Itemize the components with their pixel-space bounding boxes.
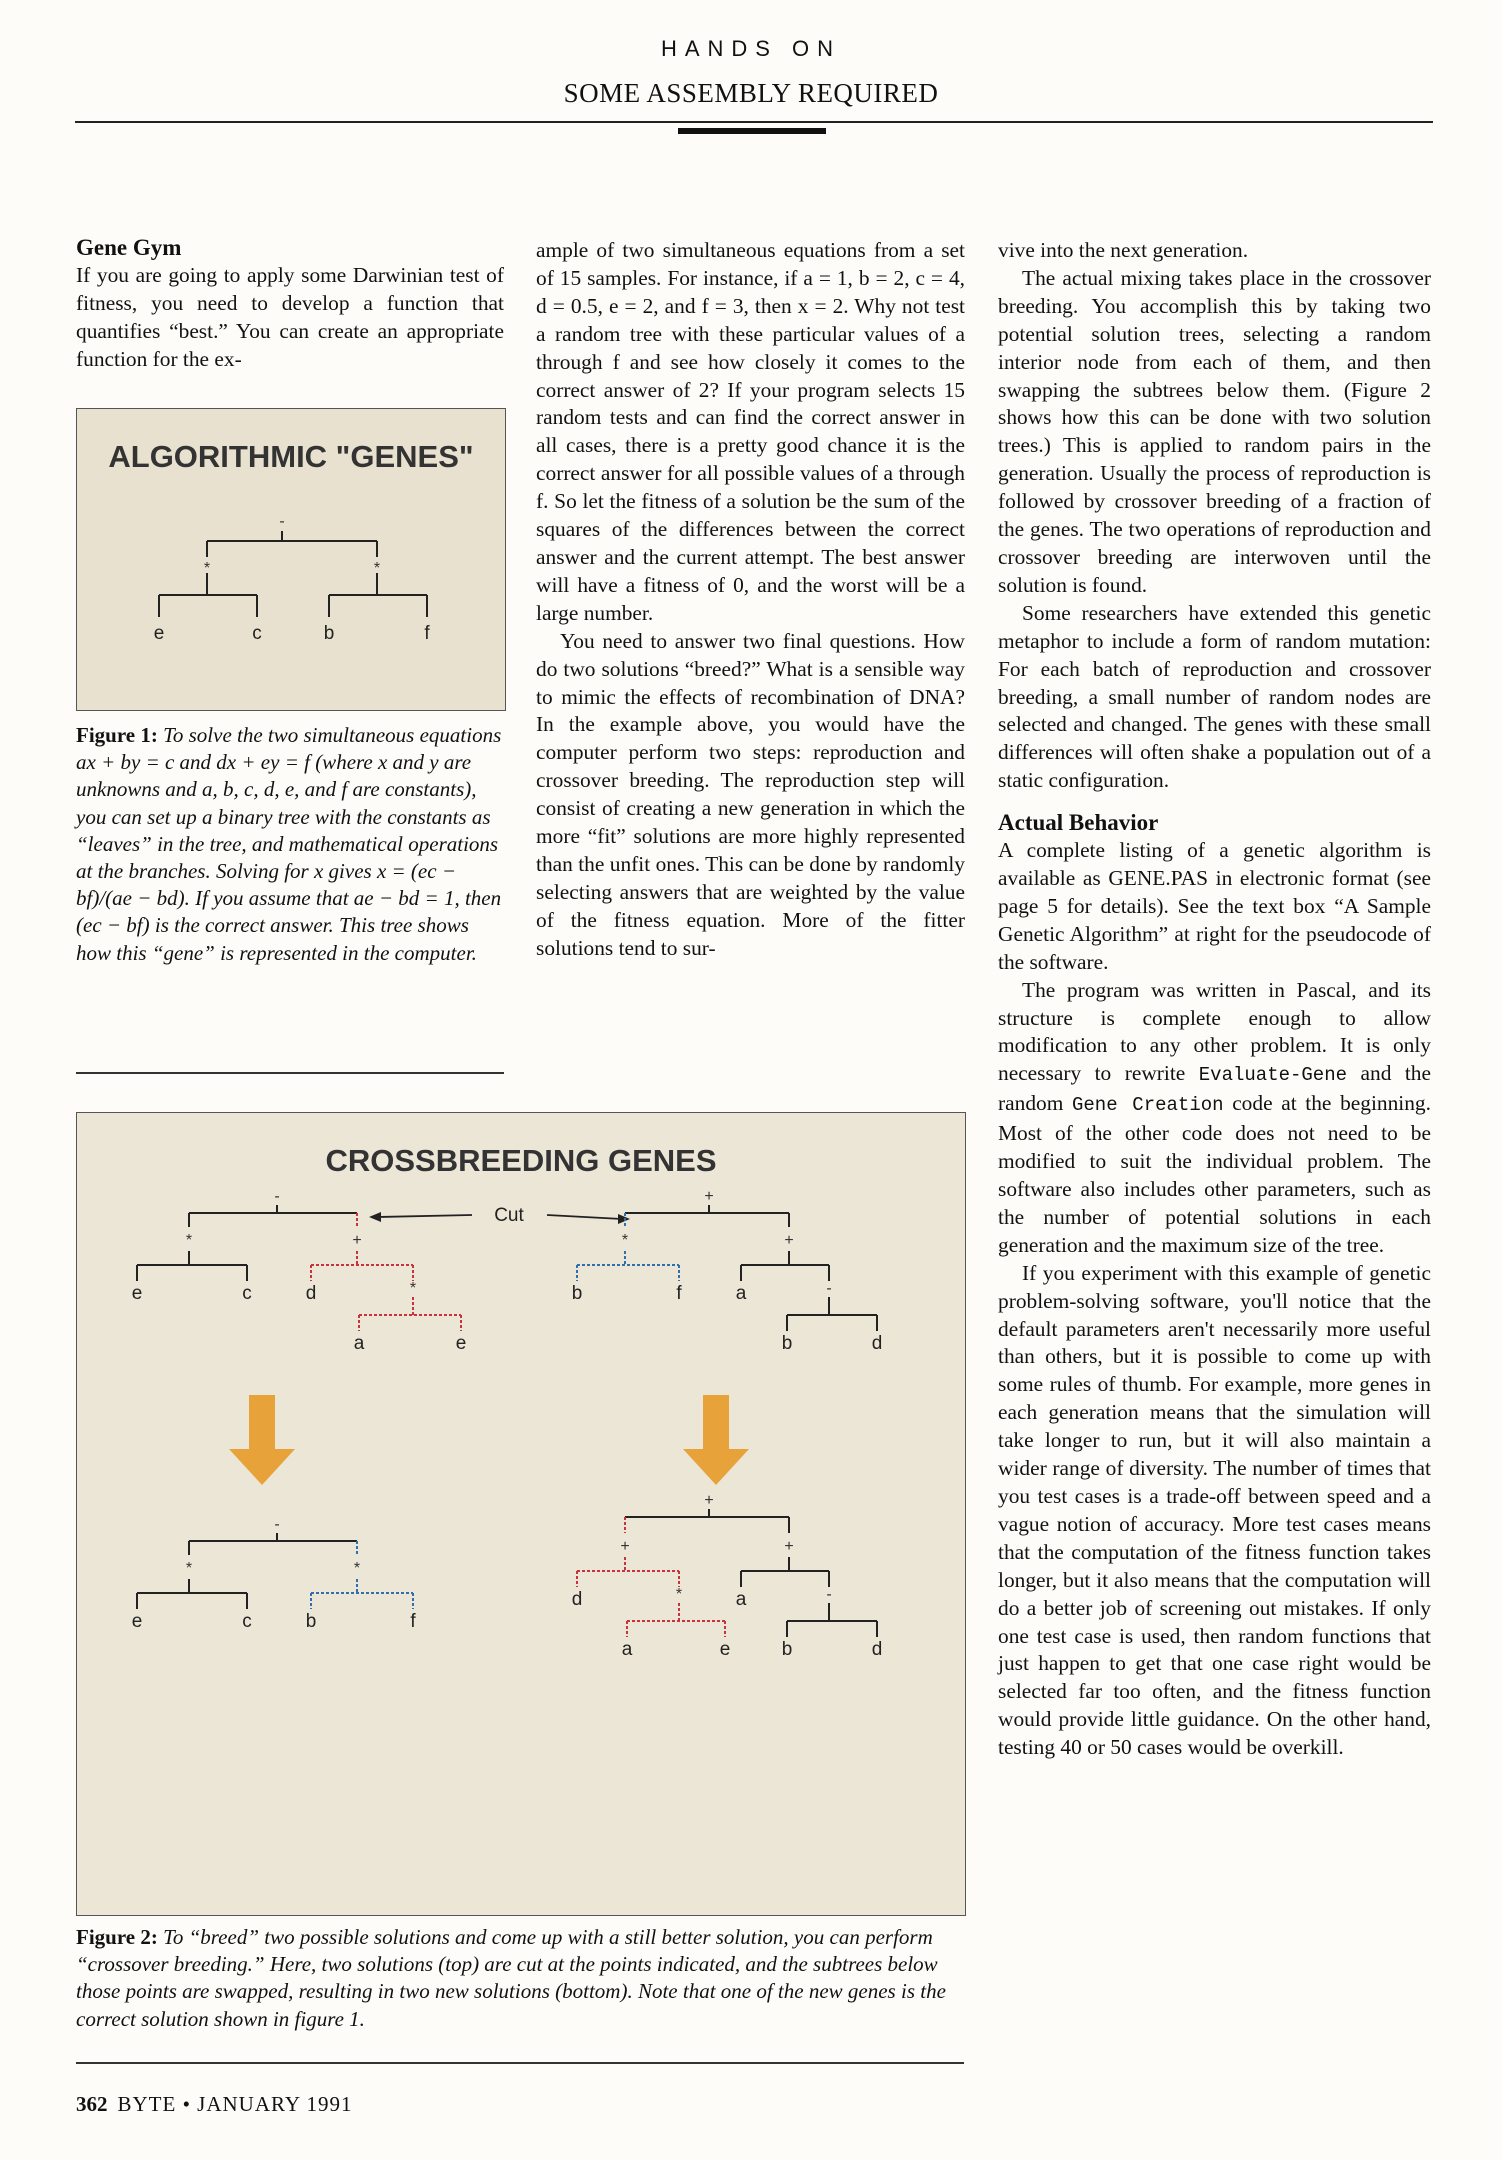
figure-1-title: ALGORITHMIC "GENES" [108,439,474,474]
code-gene-creation: Gene Creation [1072,1094,1224,1117]
tree-leaf: b [781,1639,793,1660]
magazine-issue: BYTE • JANUARY 1991 [117,2092,353,2116]
tree-leaf: c [242,1611,252,1632]
figure-1-caption [76,722,504,967]
tree-op: + [784,1232,794,1249]
tree-leaf: b [323,623,335,644]
tree-op: + [704,1492,714,1509]
tree-op: - [274,1516,280,1533]
tree-leaf: e [131,1283,143,1304]
tree-leaf: e [455,1333,467,1354]
tree-right-op: * [373,560,381,577]
column-1-intro [76,234,504,374]
code-evaluate-gene: Evaluate-Gene [1198,1064,1348,1087]
figure-1-caption-text: To solve the two simultaneous equations ax + by = c and dx + ey = f (where x and y are unknowns and a, b, c, d, e, and f are constants), you can set up a binary tree with the constants as “leaves” in the tree, and mathematical operations at the branches. Solving for x gives x = (ec − bf)/(ae − bd). If you assume that ae − bd = 1, then (ec − bf) is the correct answer. This tree shows how this “gene” is represented in the computer. [76,723,502,965]
tree-leaf: b [781,1333,793,1354]
paragraph: Some researchers have extended this genetic metaphor to include a form of random mutation: For each batch of reproduction and crossover breeding, a small number of random nodes are selected and changed. The genes with these small differences will often shake a population out of a static configuration. [998,600,1431,793]
figure-2-label: Figure 2: [76,1925,158,1949]
paragraph: The program was written in Pascal, and its structure is complete enough to allow modification to any other problem. It is only necessary to rewrite Evaluate-Gene and the random Gene Creation code at the beginning. Most of the other code does not need to be modified to suit the individual problem. The software also includes other parameters, such as the number of potential solutions in each generation and the maximum size of the tree. [998,977,1431,1257]
paragraph: If you experiment with this example of genetic problem-solving software, you'll notice that the default parameters aren't necessarily more useful than others, but it is possible to come up with some rules of thumb. For example, more genes in each generation means that the simulation will take longer to run, but it will also maintain a wider range of diversity. The number of times that you test cases is a trade-off between speed and a vague notion of accuracy. More test cases means that the computation of the fitness function takes longer, but it also means that the computation will do a better job of screening out mistakes. If only one test case is used, then random functions that just happen to get that one case right would be selected far too often, and the fitness function would provide little guidance. On the other hand, testing 40 or 50 cases would be overkill. [998,1260,1431,1760]
figure-2-box [76,1112,966,1916]
cut-arrow-left-icon [369,1212,381,1222]
tree-op: * [353,1560,361,1577]
blue-subtree-bottom [311,1541,413,1609]
figure-2-title: CROSSBREEDING GENES [325,1143,717,1178]
paragraph: The actual mixing takes place in the crossover breeding. You accomplish this by taking two potential solution trees, selecting a random interior node from each of them, and then swapping the subtrees below them. (Figure 2 shows how this can be done with two solution trees.) This is applied to random pairs in the generation. Usually the process of reproduction is followed by crossover breeding of a fraction of the genes. The two operations of reproduction and crossover breeding are interwoven until the solution is found. [998,265,1431,597]
tree-left-op: * [203,560,211,577]
page-footer [76,2092,353,2117]
tree-op: + [352,1232,362,1249]
tree-op: * [621,1232,629,1249]
tree-op: + [784,1538,794,1555]
heading-actual-behavior: Actual Behavior [998,810,1159,836]
tree-leaf: d [571,1589,583,1610]
figure-2-rule [76,2062,964,2064]
tree-leaf: c [252,623,262,644]
tree-leaf: d [305,1283,317,1304]
paragraph: If you are going to apply some Darwinian test of fitness, you need to develop a function that quantifies “best.” You can create an appropriate function for the ex- [76,263,504,371]
paragraph: vive into the next generation. [998,238,1249,262]
tree-leaf: e [131,1611,143,1632]
tree-op: * [675,1586,683,1603]
tree-leaf: f [410,1611,416,1632]
tree-leaf: e [719,1639,731,1660]
tree-leaf: d [871,1639,883,1660]
cut-label: Cut [494,1205,524,1226]
paragraph: A complete listing of a genetic algorithm is available as GENE.PAS in electronic format (see page 5 for details). See the text box “A Sample Genetic Algorithm” at right for the pseudocode of the software. [998,838,1431,974]
tree-leaf: a [735,1589,747,1610]
tree-op: * [185,1232,193,1249]
tree-root-op: - [279,513,285,530]
down-arrow-right-icon [683,1395,749,1485]
red-subtree-bottom [577,1517,725,1637]
column-2 [536,237,965,963]
header-bar [678,128,826,134]
page-number: 362 [76,2092,108,2116]
tree-leaf: a [735,1283,747,1304]
figure-2-caption-text: To “breed” two possible solutions and come up with a still better solution, you can perform “crossover breeding.” Here, two solutions (top) are cut at the points indicated, and the subtrees below those points are swapped, resulting in two new solutions (bottom). Note that one of the new genes is the correct solution shown in figure 1. [76,1925,946,2031]
tree-op: + [704,1188,714,1205]
tree-leaf: e [153,623,165,644]
section-kicker: HANDS ON [660,36,842,61]
down-arrow-left-icon [229,1395,295,1485]
tree-op: + [620,1538,630,1555]
figure-1-rule [76,1072,504,1074]
column-3 [998,237,1431,1762]
paragraph: You need to answer two final questions. How do two solutions “breed?” What is a sensible way to mimic the effects of recombination of DNA? In the example above, you would have the computer perform two steps: reproduction and crossover breeding. The reproduction step will consist of creating a new generation in which the more “fit” solutions are more highly represented than the unfit ones. This can be done by randomly selecting answers that are weighted by the value of the fitness equation. More of the fitter solutions tend to sur- [536,628,965,960]
heading-gene-gym: Gene Gym [76,235,182,260]
tree-leaf: f [424,623,430,644]
tree-leaf: d [871,1333,883,1354]
tree-leaf: b [305,1611,317,1632]
tree-leaf: b [571,1283,583,1304]
figure-2-caption [76,1924,964,2033]
figure-1-label: Figure 1: [76,723,158,747]
tree-leaf: f [676,1283,682,1304]
tree-op: - [274,1188,280,1205]
tree-op: * [409,1280,417,1297]
tree-leaf: a [621,1639,633,1660]
page-title: SOME ASSEMBLY REQUIRED [563,78,939,108]
figure-1-tree [77,479,505,709]
red-subtree-top [311,1213,461,1331]
tree-leaf: c [242,1283,252,1304]
figure-2-diagram [77,1173,965,1913]
tree-op: - [826,1280,832,1297]
figure-1-box [76,408,506,711]
tree-op: - [826,1586,832,1603]
paragraph: ample of two simultaneous equations from a set of 15 samples. For instance, if a = 1, b = 2, c = 4, d = 0.5, e = 2, and f = 3, then x = 2. Why not test a random tree with these particular values of a through f and see how closely it comes to the correct answer of 2? If your program selects 15 random tests and can find the correct answer in all cases, there is a pretty good chance it is the correct answer for all possible values of a through f. So let the fitness of a solution be the sum of the squares of the differences between the correct answer and the current attempt. The best answer will have a fitness of 0, and the worst will be a large number. [536,238,965,625]
tree-leaf: a [353,1333,365,1354]
tree-op: * [185,1560,193,1577]
header-rule [75,121,1433,123]
